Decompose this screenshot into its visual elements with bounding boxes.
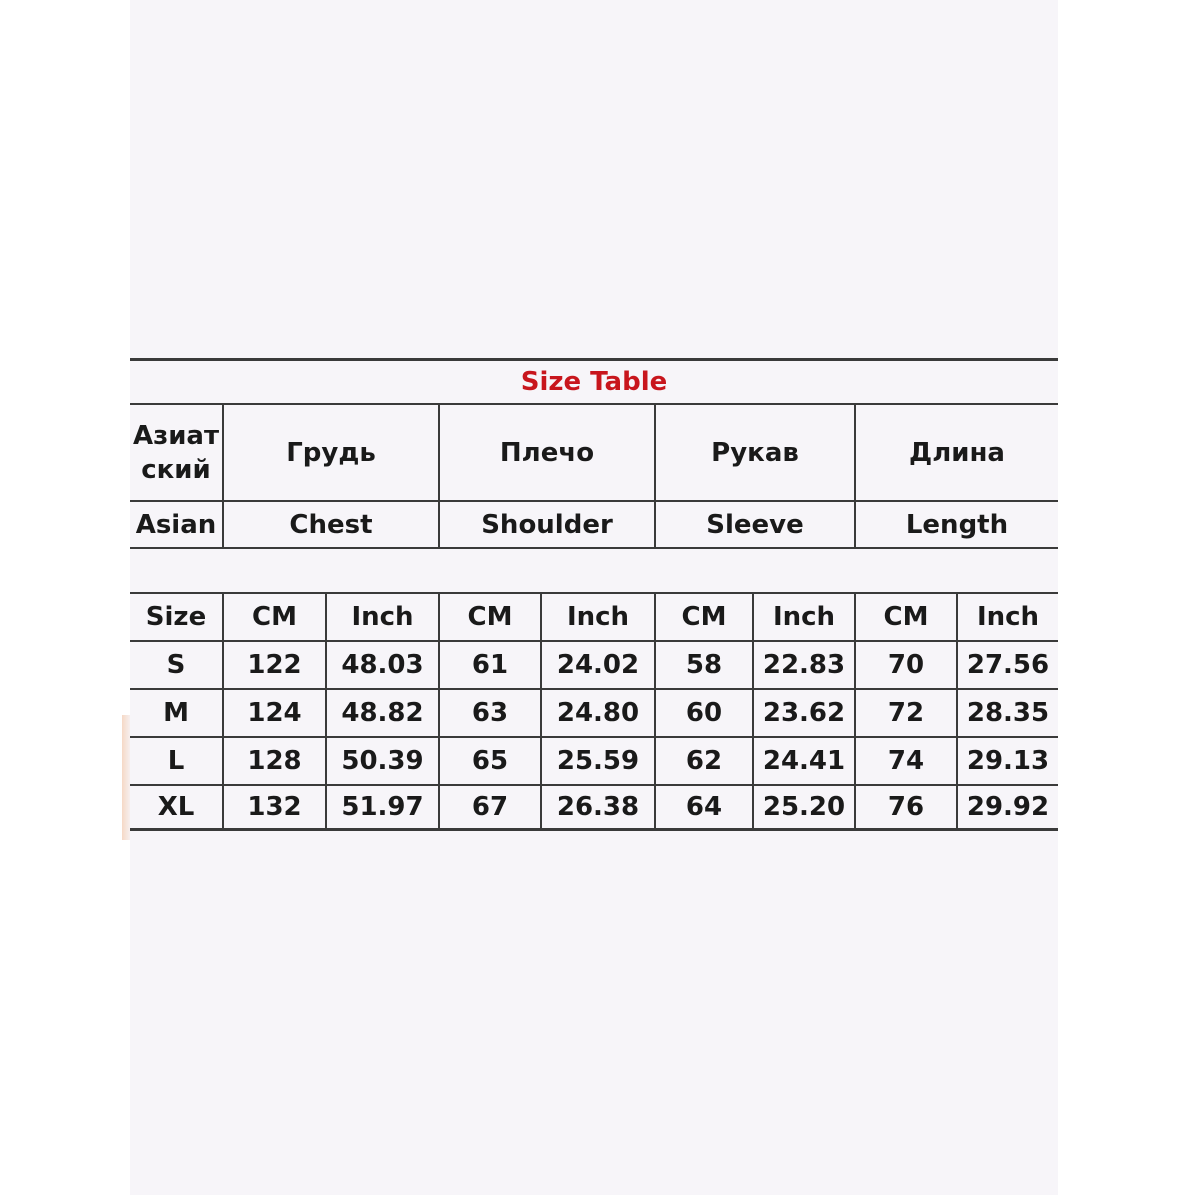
table-cell: 60 [685,698,723,728]
table-cell: 65 [471,746,509,776]
table-cell: 67 [471,792,509,822]
column-header: Inch [772,602,836,632]
table-cell: 76 [887,792,925,822]
table-cell: 64 [685,792,723,822]
header-length-ru: Длина [909,437,1005,468]
rule [130,547,1058,549]
rule-bottom [130,828,1058,831]
table-cell: 24.41 [762,746,846,776]
table-cell: 70 [887,650,925,680]
header-length-en: Length [905,509,1009,540]
table-title: Size Table [520,367,668,397]
header-shoulder-en: Shoulder [481,509,613,540]
size-chart-panel [130,0,1058,1195]
table-cell: S [166,650,186,680]
column-header: CM [467,602,513,632]
column-header: CM [681,602,727,632]
table-cell: 74 [887,746,925,776]
table-cell: 63 [471,698,509,728]
table-cell: 25.20 [762,792,846,822]
table-cell: XL [157,792,195,822]
table-cell: 50.39 [341,746,424,776]
table-cell: 72 [887,698,925,728]
header-sleeve-ru: Рукав [711,437,799,468]
table-cell: 61 [471,650,509,680]
table-cell: L [167,746,185,776]
table-cell: 28.35 [966,698,1050,728]
table-cell: 23.62 [762,698,846,728]
table-cell: 24.80 [556,698,640,728]
table-cell: 128 [247,746,302,776]
table-cell: 26.38 [556,792,640,822]
rule-top [130,358,1058,361]
table-cell: 51.97 [341,792,424,822]
table-cell: 48.03 [341,650,424,680]
table-cell: 22.83 [762,650,846,680]
table-cell: M [163,698,189,728]
column-header: Inch [351,602,414,632]
column-header: CM [252,602,297,632]
table-cell: 27.56 [966,650,1050,680]
column-header: CM [883,602,929,632]
table-cell: 29.13 [966,746,1050,776]
table-cell: 124 [247,698,302,728]
column-header: Inch [976,602,1040,632]
table-cell: 48.82 [341,698,424,728]
header-sleeve-en: Sleeve [706,509,804,540]
table-cell: 25.59 [556,746,640,776]
header-shoulder-ru: Плечо [499,437,595,468]
header-asian-en: Asian [135,509,217,540]
table-cell: 122 [247,650,302,680]
table-cell: 29.92 [966,792,1050,822]
table-cell: 58 [685,650,723,680]
column-header: Inch [566,602,630,632]
table-cell: 62 [685,746,723,776]
column-header: Size [145,602,207,632]
table-cell: 132 [247,792,302,822]
table-cell: 24.02 [556,650,640,680]
header-chest-ru: Грудь [286,437,376,468]
header-chest-en: Chest [289,509,373,540]
header-asian-ru: Азиат ский [132,420,220,485]
